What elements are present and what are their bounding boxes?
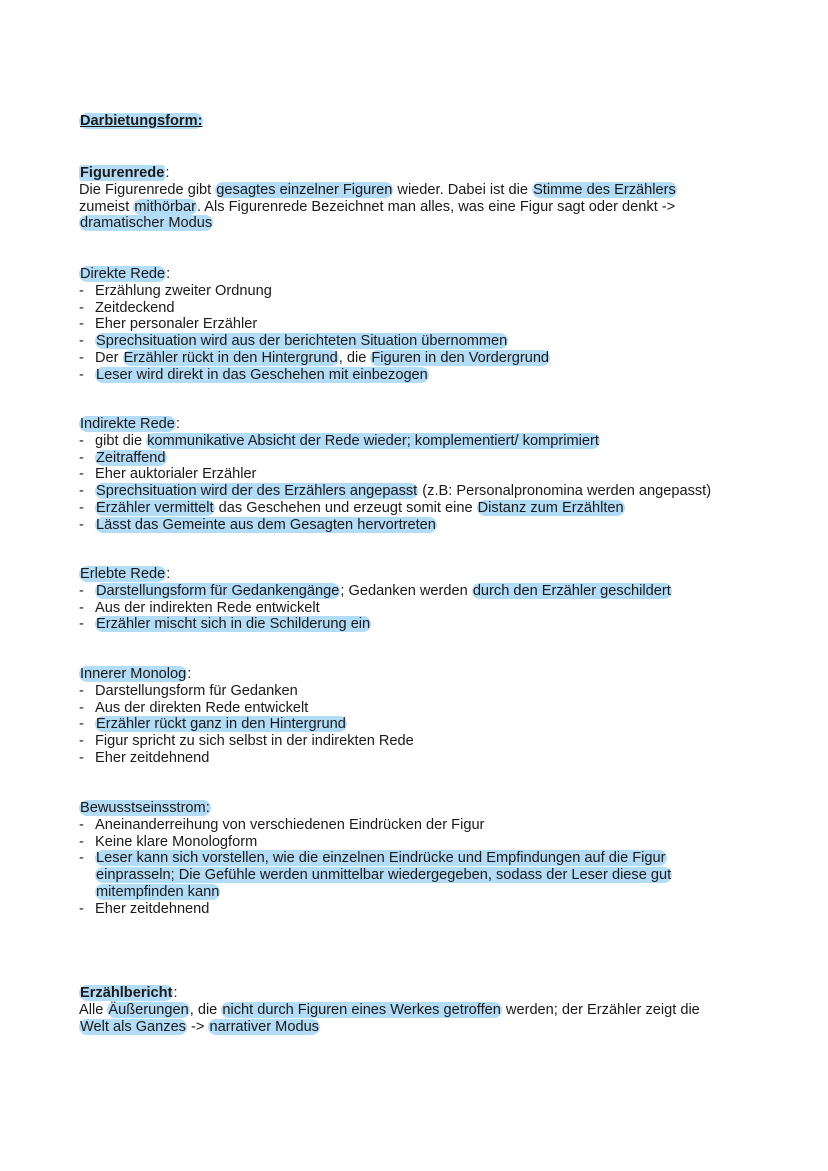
highlighted-text: Direkte Rede — [80, 266, 166, 282]
text-span: Zeitdeckend — [95, 299, 175, 316]
list-item — [79, 433, 769, 450]
text-span: gibt die — [95, 432, 147, 449]
text-span: : — [175, 416, 180, 432]
text-span: Alle — [79, 1001, 108, 1018]
text-span: ; Gedanken werden — [340, 582, 472, 599]
text-span: Aus der indirekten Rede entwickelt — [95, 599, 320, 616]
highlighted-text: Sprechsituation wird der des Erzählers angepasst — [96, 483, 418, 500]
list-item — [79, 700, 769, 717]
list-item — [79, 683, 769, 700]
list-item — [79, 517, 769, 534]
text-span: : — [166, 566, 171, 582]
section-bewusstseinsstrom — [79, 800, 769, 918]
text-span: Erzählung zweiter Ordnung — [95, 282, 272, 299]
section-indirekte-rede — [79, 416, 769, 534]
section-heading — [79, 666, 769, 683]
list-item — [79, 483, 769, 500]
section-heading — [79, 800, 769, 817]
section-heading — [79, 266, 769, 283]
section-heading — [79, 985, 769, 1002]
section-erzaehlbericht — [79, 985, 769, 1035]
section-figurenrede — [79, 165, 769, 232]
highlighted-text: Figuren in den Vordergrund — [371, 349, 550, 366]
highlighted-text: Erzähler mischt sich in die Schilderung ein — [96, 616, 371, 633]
text-span: : — [187, 666, 192, 682]
page-title — [79, 113, 769, 130]
section-direkte-rede — [79, 266, 769, 384]
text-span: (z.B: Personalpronomina werden angepasst) — [418, 483, 712, 500]
highlighted-text: Erzähler rückt ganz in den Hintergrund — [96, 716, 346, 733]
section-erlebte-rede — [79, 566, 769, 633]
highlighted-text: Bewusstseinsstrom: — [80, 800, 210, 816]
text-span: , die — [189, 1001, 222, 1018]
highlighted-text: Indirekte Rede — [80, 416, 175, 432]
list-item — [79, 283, 769, 300]
text-span: : — [173, 985, 178, 1001]
text-span: Eher auktorialer Erzähler — [95, 466, 257, 483]
highlighted-text: Welt als Ganzes — [80, 1018, 186, 1035]
highlighted-text: Erzählbericht — [80, 985, 173, 1001]
list-item — [79, 367, 769, 384]
highlighted-text: Darstellungsform für Gedankengänge — [96, 582, 340, 599]
section-heading — [79, 566, 769, 583]
list-item — [79, 716, 769, 733]
list-item — [79, 616, 769, 633]
highlighted-text: Innerer Monolog — [80, 666, 187, 682]
highlighted-text: durch den Erzähler geschildert — [472, 582, 671, 599]
highlighted-text: narrativer Modus — [209, 1018, 319, 1035]
highlighted-text: mithörbar — [134, 198, 196, 215]
list-item — [79, 850, 769, 900]
text-span: zumeist — [79, 198, 134, 215]
list-item — [79, 316, 769, 333]
highlighted-text: Distanz zum Erzählten — [477, 499, 624, 516]
list-item — [79, 500, 769, 517]
highlighted-text: mitempfinden kann — [96, 883, 220, 900]
list-item — [79, 450, 769, 467]
paragraph-line — [79, 1002, 769, 1019]
bullet-list — [79, 583, 769, 633]
text-span: Eher zeitdehnend — [95, 749, 210, 766]
title-text: Darbietungsform: — [80, 113, 203, 129]
highlighted-text: Leser kann sich vorstellen, wie die einzelnen Eindrücke und Empfindungen auf die Figur — [96, 850, 666, 867]
highlighted-text: Erzähler rückt in den Hintergrund — [123, 349, 338, 366]
highlighted-text: dramatischer Modus — [80, 215, 213, 232]
text-span: . Als Figurenrede Bezeichnet man alles, was eine Figur sagt oder denkt -> — [196, 198, 676, 215]
bullet-list — [79, 817, 769, 918]
paragraph-line — [79, 199, 769, 216]
text-span: : — [166, 266, 171, 282]
text-span: wieder. Dabei ist die — [393, 181, 533, 198]
list-item — [79, 733, 769, 750]
text-span: Aneinanderreihung von verschiedenen Eindrücken der Figur — [95, 816, 485, 833]
list-item — [79, 350, 769, 367]
list-item — [79, 583, 769, 600]
list-item — [79, 817, 769, 834]
highlighted-text: Figurenrede — [80, 165, 165, 181]
text-span: : — [165, 165, 170, 181]
section-heading — [79, 416, 769, 433]
text-span: Aus der direkten Rede entwickelt — [95, 699, 309, 716]
highlighted-text: gesagtes einzelner Figuren — [216, 181, 393, 198]
text-span: Darstellungsform für Gedanken — [95, 682, 298, 699]
highlighted-text: Leser wird direkt in das Geschehen mit einbezogen — [96, 366, 428, 383]
section-innerer-monolog — [79, 666, 769, 767]
text-span: Figur spricht zu sich selbst in der indirekten Rede — [95, 733, 414, 750]
text-span: Keine klare Monologform — [95, 833, 258, 850]
paragraph-line — [79, 182, 769, 199]
text-span: , die — [338, 349, 371, 366]
list-item — [79, 600, 769, 617]
text-span: Eher zeitdehnend — [95, 900, 210, 917]
list-item — [79, 466, 769, 483]
highlighted-text: Erzähler vermittelt — [96, 499, 214, 516]
list-item — [79, 300, 769, 317]
bullet-list — [79, 283, 769, 384]
text-span: -> — [186, 1018, 209, 1035]
highlighted-text: Erlebte Rede — [80, 566, 166, 582]
highlighted-text: Sprechsituation wird aus der berichteten Situation übernommen — [96, 333, 508, 350]
highlighted-text: Lässt das Gemeinte aus dem Gesagten hervortreten — [96, 516, 436, 533]
paragraph-line — [79, 1019, 769, 1036]
highlighted-text: kommunikative Absicht der Rede wieder; komplementiert/ komprimiert — [147, 432, 599, 449]
list-item — [79, 333, 769, 350]
list-item — [79, 834, 769, 851]
highlighted-text: Stimme des Erzählers — [533, 181, 676, 198]
text-span: Die Figurenrede gibt — [79, 181, 216, 198]
text-span: Eher personaler Erzähler — [95, 316, 258, 333]
paragraph-line — [79, 215, 769, 232]
section-heading — [79, 165, 769, 182]
highlighted-text: Zeitraffend — [96, 449, 166, 466]
text-span: das Geschehen und erzeugt somit eine — [214, 499, 477, 516]
list-item — [79, 901, 769, 918]
highlighted-text: nicht durch Figuren eines Werkes getroffen — [222, 1001, 501, 1018]
text-span: werden; der Erzähler zeigt die — [501, 1001, 700, 1018]
text-span: Der — [95, 349, 123, 366]
highlighted-text: einprasseln; Die Gefühle werden unmittelbar wiedergegeben, sodass der Leser diese gut — [96, 867, 672, 884]
highlighted-text: Äußerungen — [108, 1001, 189, 1018]
bullet-list — [79, 433, 769, 534]
bullet-list — [79, 683, 769, 767]
list-item — [79, 750, 769, 767]
